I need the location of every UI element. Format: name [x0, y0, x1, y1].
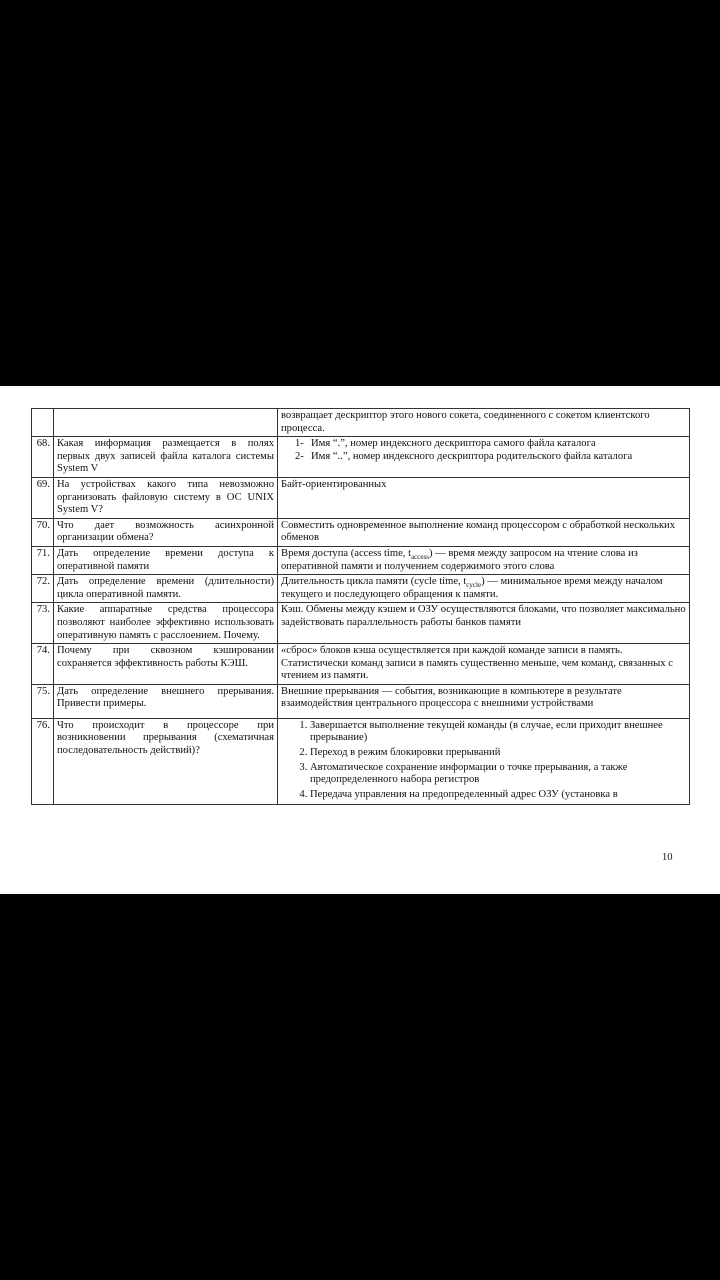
table-row: [32, 575, 690, 603]
answer-text: ) — минимальное время между началом текущего и последующего обращения к памяти.: [281, 576, 663, 600]
table-row: [32, 684, 690, 718]
subscript: access: [411, 553, 429, 562]
answer-cell: возвращает дескриптор этого нового сокета, соединенного с сокетом клиентского процесса.: [278, 409, 690, 437]
answer-cell: [278, 718, 690, 805]
table-row: [32, 437, 690, 478]
list-item: [281, 438, 686, 451]
row-number: 73.: [32, 603, 54, 644]
question-cell: Что происходит в процессоре при возникновении прерывания (схематичная последовательность действий)?: [54, 718, 278, 805]
answer-cell: Внешние прерывания — события, возникающие в компьютере в результате взаимодействия центрального процессора с внешними устройствами: [278, 684, 690, 718]
table-row: [32, 518, 690, 546]
table-row: [32, 409, 690, 437]
answer-text: Время доступа (access time, t: [281, 547, 412, 559]
row-number: 68.: [32, 437, 54, 478]
row-number: 70.: [32, 518, 54, 546]
list-item: 1. Завершается выполнение текущей команды (в случае, если приходит внешнее прерывание): [310, 720, 686, 745]
question-cell: На устройствах какого типа невозможно организовать файловую систему в ОС UNIX System V?: [54, 477, 278, 518]
answer-cell: Совместить одновременное выполнение команд процессором с обработкой нескольких обменов: [278, 518, 690, 546]
page-number: 10: [662, 852, 673, 863]
answer-cell: [278, 575, 690, 603]
table-row: [32, 718, 690, 805]
list-marker: 2-: [295, 450, 304, 462]
table-row: [32, 603, 690, 644]
answer-cell: Кэш. Обмены между кэшем и ОЗУ осуществляются блоками, что позволяет максимально задействовать параллельность работы банков памяти: [278, 603, 690, 644]
question-cell: Какие аппаратные средства процессора позволяют наиболее эффективно использовать оперативную память с расслоением. Почему.: [54, 603, 278, 644]
question-cell: Дать определение времени (длительности) цикла оперативной памяти.: [54, 575, 278, 603]
question-cell: Какая информация размещается в полях первых двух записей файла каталога системы System V: [54, 437, 278, 478]
question-cell: Дать определение внешнего прерывания. Привести примеры.: [54, 684, 278, 718]
row-number: 75.: [32, 684, 54, 718]
document-page: [0, 386, 720, 894]
question-cell: [54, 409, 278, 437]
row-number: 74.: [32, 644, 54, 685]
answer-cell: Байт-ориентированных: [278, 477, 690, 518]
list-item-text: Имя “..”, номер индексного дескриптора родительского файла каталога: [311, 450, 633, 462]
row-number: 69.: [32, 477, 54, 518]
list-item-text: Имя “.”, номер индексного дескриптора самого файла каталога: [311, 438, 596, 450]
table-row: [32, 477, 690, 518]
list-item: [281, 451, 686, 464]
row-number: 71.: [32, 546, 54, 574]
table-row: [32, 644, 690, 685]
numbered-list: [281, 720, 686, 802]
row-number: 76.: [32, 718, 54, 805]
answer-text: Длительность цикла памяти (cycle time, t: [281, 576, 467, 588]
row-number: 72.: [32, 575, 54, 603]
list-marker: 1-: [295, 438, 304, 450]
qa-table: [31, 408, 690, 805]
answer-cell: [278, 437, 690, 478]
question-cell: Дать определение времени доступа к оперативной памяти: [54, 546, 278, 574]
question-cell: Что дает возможность асинхронной организации обмена?: [54, 518, 278, 546]
row-number: [32, 409, 54, 437]
table-row: [32, 546, 690, 574]
answer-cell: «сброс» блоков кэша осуществляется при каждой команде записи в память. Статистически команд записи в память существенно меньше, чем команд, связанных с чтением из памяти.: [278, 644, 690, 685]
list-item: 4. Передача управления на предопределенный адрес ОЗУ (установка в: [310, 789, 686, 802]
list-item: 2. Переход в режим блокировки прерываний: [310, 747, 686, 760]
answer-text: ) — время между запросом на чтение слова из оперативной памяти и получением содержимого этого слова: [281, 547, 638, 572]
answer-cell: [278, 546, 690, 574]
list-item: 3. Автоматическое сохранение информации о точке прерывания, а также предопределенного набора регистров: [310, 762, 686, 787]
question-cell: Почему при сквозном кэшировании сохраняется эффективность работы КЭШ.: [54, 644, 278, 685]
subscript: cycle: [466, 581, 482, 590]
